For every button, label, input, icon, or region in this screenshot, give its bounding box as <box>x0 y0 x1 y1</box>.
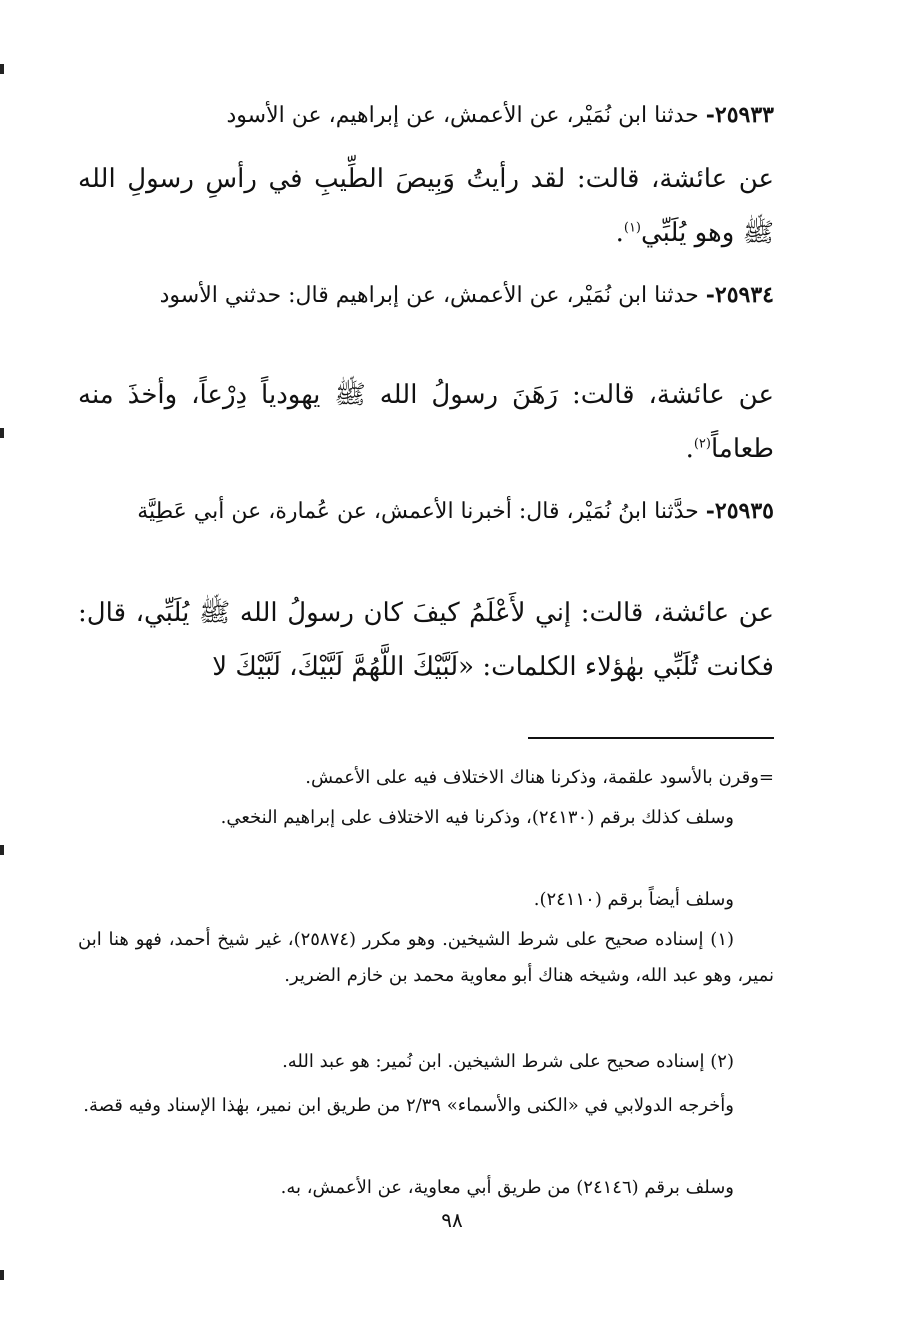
footnote-divider <box>528 737 774 739</box>
footnote-1: (١) إسناده صحيح على شرط الشيخين. وهو مكرر (٢٥٨٧٤)، غير شيخ أحمد، فهو هنا ابن نمير، وهو عبد الله، وشيخه هناك أبو معاوية محمد بن خازم الضرير. <box>78 929 774 986</box>
footnote-2-b: وسلف برقم (٢٤١٤٦) من طريق أبي معاوية، عن الأعمش، به. <box>280 1177 734 1198</box>
hadith-25935-matn <box>78 586 774 694</box>
footnote-2: (٢) إسناده صحيح على شرط الشيخين. ابن نُمير: هو عبد الله. <box>282 1051 734 1072</box>
hadith-25934-matn: عن عائشة، قالت: رَهَنَ رسولُ الله ﷺ يهودياً دِرْعاً، وأخذَ منه طعاماً$^{(٢)}$. <box>78 380 774 464</box>
hadith-number: ٢٥٩٣٤- <box>705 282 774 308</box>
footnote-2-a: وأخرجه الدولابي في «الكنى والأسماء» ٢/٣٩ من طريق ابن نمير، بهٰذا الإسناد وفيه قصة. <box>83 1095 734 1116</box>
hadith-number: ٢٥٩٣٣- <box>705 102 774 128</box>
hadith-25933-isnad <box>78 92 774 139</box>
isnad-text: حدَّثنا ابنُ نُمَيْر، قال: أخبرنا الأعمش، عن عُمارة، عن أبي عَطِيَّة <box>137 499 699 524</box>
hadith-25933-matn: عن عائشة، قالت: لقد رأيتُ وَبِيصَ الطِّيبِ في رأسِ رسولِ الله ﷺ وهو يُلَبِّي$^{(١)}$. <box>78 164 774 248</box>
scan-edge-mark <box>0 64 4 74</box>
hadith-25934-isnad <box>78 272 774 319</box>
footnote-ref[interactable]: (١) <box>623 220 641 236</box>
footnote-continuation: =وقرن بالأسود علقمة، وذكرنا هناك الاختلاف فيه على الأعمش. <box>305 767 774 788</box>
matn-text: عن عائشة، قالت: رَهَنَ رسولُ الله ﷺ يهودياً دِرْعاً، وأخذَ منه طعاماً <box>78 380 774 464</box>
isnad-text: حدثنا ابن نُمَيْر، عن الأعمش، عن إبراهيم قال: حدثني الأسود <box>159 283 699 308</box>
scan-edge-mark <box>0 428 4 438</box>
hadith-25935-isnad <box>78 488 774 535</box>
matn-text: عن عائشة، قالت: إني لأَعْلَمُ كيفَ كان رسولُ الله ﷺ يُلَبِّي، قال: فكانت تُلَبِّي بهٰؤلاء الكلمات: «لَبَّيْكَ اللَّهُمَّ لَبَّيْكَ، لَبَّيْكَ لا <box>78 598 774 682</box>
page-number: ٩٨ <box>441 1208 463 1232</box>
scan-edge-mark <box>0 1270 4 1280</box>
matn-text: عن عائشة، قالت: لقد رأيتُ وَبِيصَ الطِّيبِ في رأسِ رسولِ الله ﷺ وهو يُلَبِّي <box>78 164 774 248</box>
isnad-text: حدثنا ابن نُمَيْر، عن الأعمش، عن إبراهيم، عن الأسود <box>226 103 699 128</box>
hadith-number: ٢٥٩٣٥- <box>705 498 774 524</box>
footnote-c2: وسلف أيضاً برقم (٢٤١١٠). <box>533 889 734 910</box>
footnote-c1: وسلف كذلك برقم (٢٤١٣٠)، وذكرنا فيه الاختلاف على إبراهيم النخعي. <box>220 807 734 828</box>
scan-edge-mark <box>0 845 4 855</box>
footnote-ref[interactable]: (٢) <box>693 436 711 452</box>
